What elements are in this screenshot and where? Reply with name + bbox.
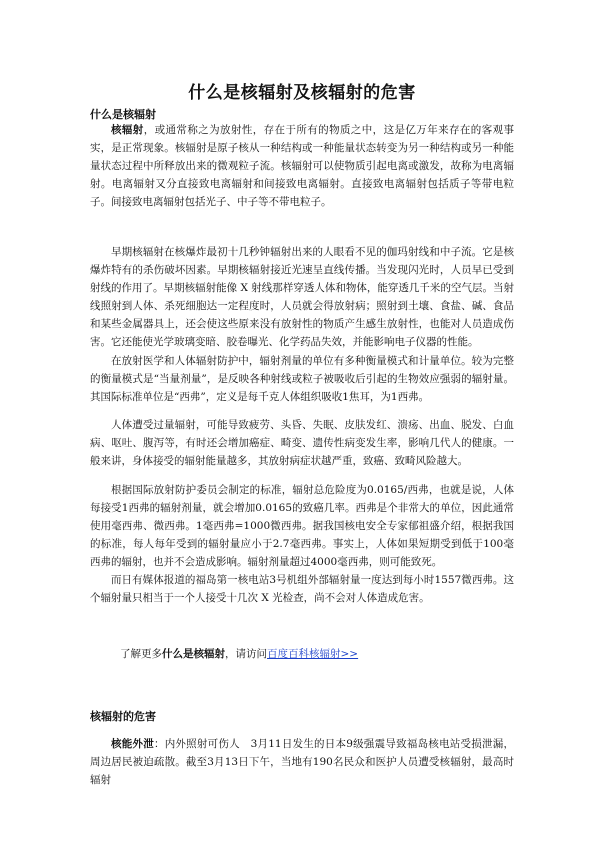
paragraph-health-effects: 人体遭受过量辐射，可能导致疲劳、头昏、失眠、皮肤发红、溃疡、出血、脱发、白血病、呕吐、腹泻等，有时还会增加癌症、畸变、遗传性病变发生率，影响几代人的健康。一般来讲，身体接受的辐射能量越多，其放射病症状越严重，致癌、致畸风险越大。	[90, 419, 514, 467]
term-nuclear-leak: 核能外泄	[111, 738, 154, 750]
section-heading-what-is: 什么是核辐射	[90, 108, 156, 121]
document-title: 什么是核辐射及核辐射的危害	[188, 83, 416, 103]
paragraph-fukushima: 而日有媒体报道的福岛第一核电站3号机组外部辐射量一度达到每小时1557微西弗。这个辐射量只相当于一个人接受十几次 X 光检查，尚不会对人体造成危害。	[90, 574, 514, 604]
paragraph-definition: 核辐射，或通常称之为放射性，存在于所有的物质之中，这是亿万年来存在的客观事实，是正常现象。核辐射是原子核从一种结构或一种能量状态转变为另一种结构或另一种能量状态过程中所释放出来的微观粒子流。核辐射可以使物质引起电离或激发，故称为电离辐射。电离辐射又分直接致电离辐射和间接致电离辐射。直接致电离辐射包括质子等带电粒子。间接致电离辐射包括光子、中子等不带电粒子。	[90, 124, 515, 208]
paragraph-standards: 根据国际放射防护委员会制定的标准，辐射总危险度为0.0165/西弗，也就是说，人体每接受1西弗的辐射剂量，就会增加0.0165的致癌几率。西弗是个非常大的单位，因此通常使用毫西弗、微西弗。1毫西弗=1000微西弗。据我国核电安全专家郁祖盛介绍，根据我国的标准，每人每年受到的辐射量应小于2.7毫西弗。事实上，人体如果短期受到低于100毫西弗的辐射，也并不会造成影响。辐射剂量超过4000毫西弗，则可能致死。	[90, 484, 514, 568]
term-nuclear-radiation: 核辐射	[111, 124, 144, 136]
section-heading-hazards: 核辐射的危害	[90, 710, 156, 723]
document-page	[90, 0, 514, 850]
learn-more-line: 了解更多什么是核辐射，请访问百度百科核辐射>>	[120, 648, 359, 660]
paragraph-early-radiation: 早期核辐射在核爆炸最初十几秒钟辐射出来的人眼看不见的伽玛射线和中子流。它是核爆炸特有的杀伤破坏因素。早期核辐射接近光速呈直线传播。当发现闪光时，人员早已受到射线的作用了。早期核辐射能像 X 射线那样穿透人体和物体，能穿透几千米的空气层。当射线照射到人体、杀死细胞达一定程度时，人员就会得放射病；照射到土壤、食盐、碱、食品和某些金属器具上，还会使这些原来没有放射性的物质产生感生放射性，也能对人员造成伤害。它还能使光学玻璃变暗、胶卷曝光、化学药品失效，并能影响电子仪器的性能。	[90, 246, 514, 348]
baike-link[interactable]: 百度百科核辐射>>	[267, 648, 359, 660]
paragraph-dose-units: 在放射医学和人体辐射防护中，辐射剂量的单位有多种衡量模式和计量单位。较为完整的衡量模式是“当量剂量”，是反映各种射线或粒子被吸收后引起的生物效应强弱的辐射量。其国际标准单位是“西弗”，定义是每千克人体组织吸收1焦耳，为1西弗。	[90, 355, 514, 403]
paragraph-leak: 核能外泄：内外照射可伤人 3月11日发生的日本9级强震导致福岛核电站受损泄漏，周边居民被迫疏散。截至3月13日下午，当地有190名民众和医护人员遭受核辐射，最高时辐射	[90, 738, 514, 786]
